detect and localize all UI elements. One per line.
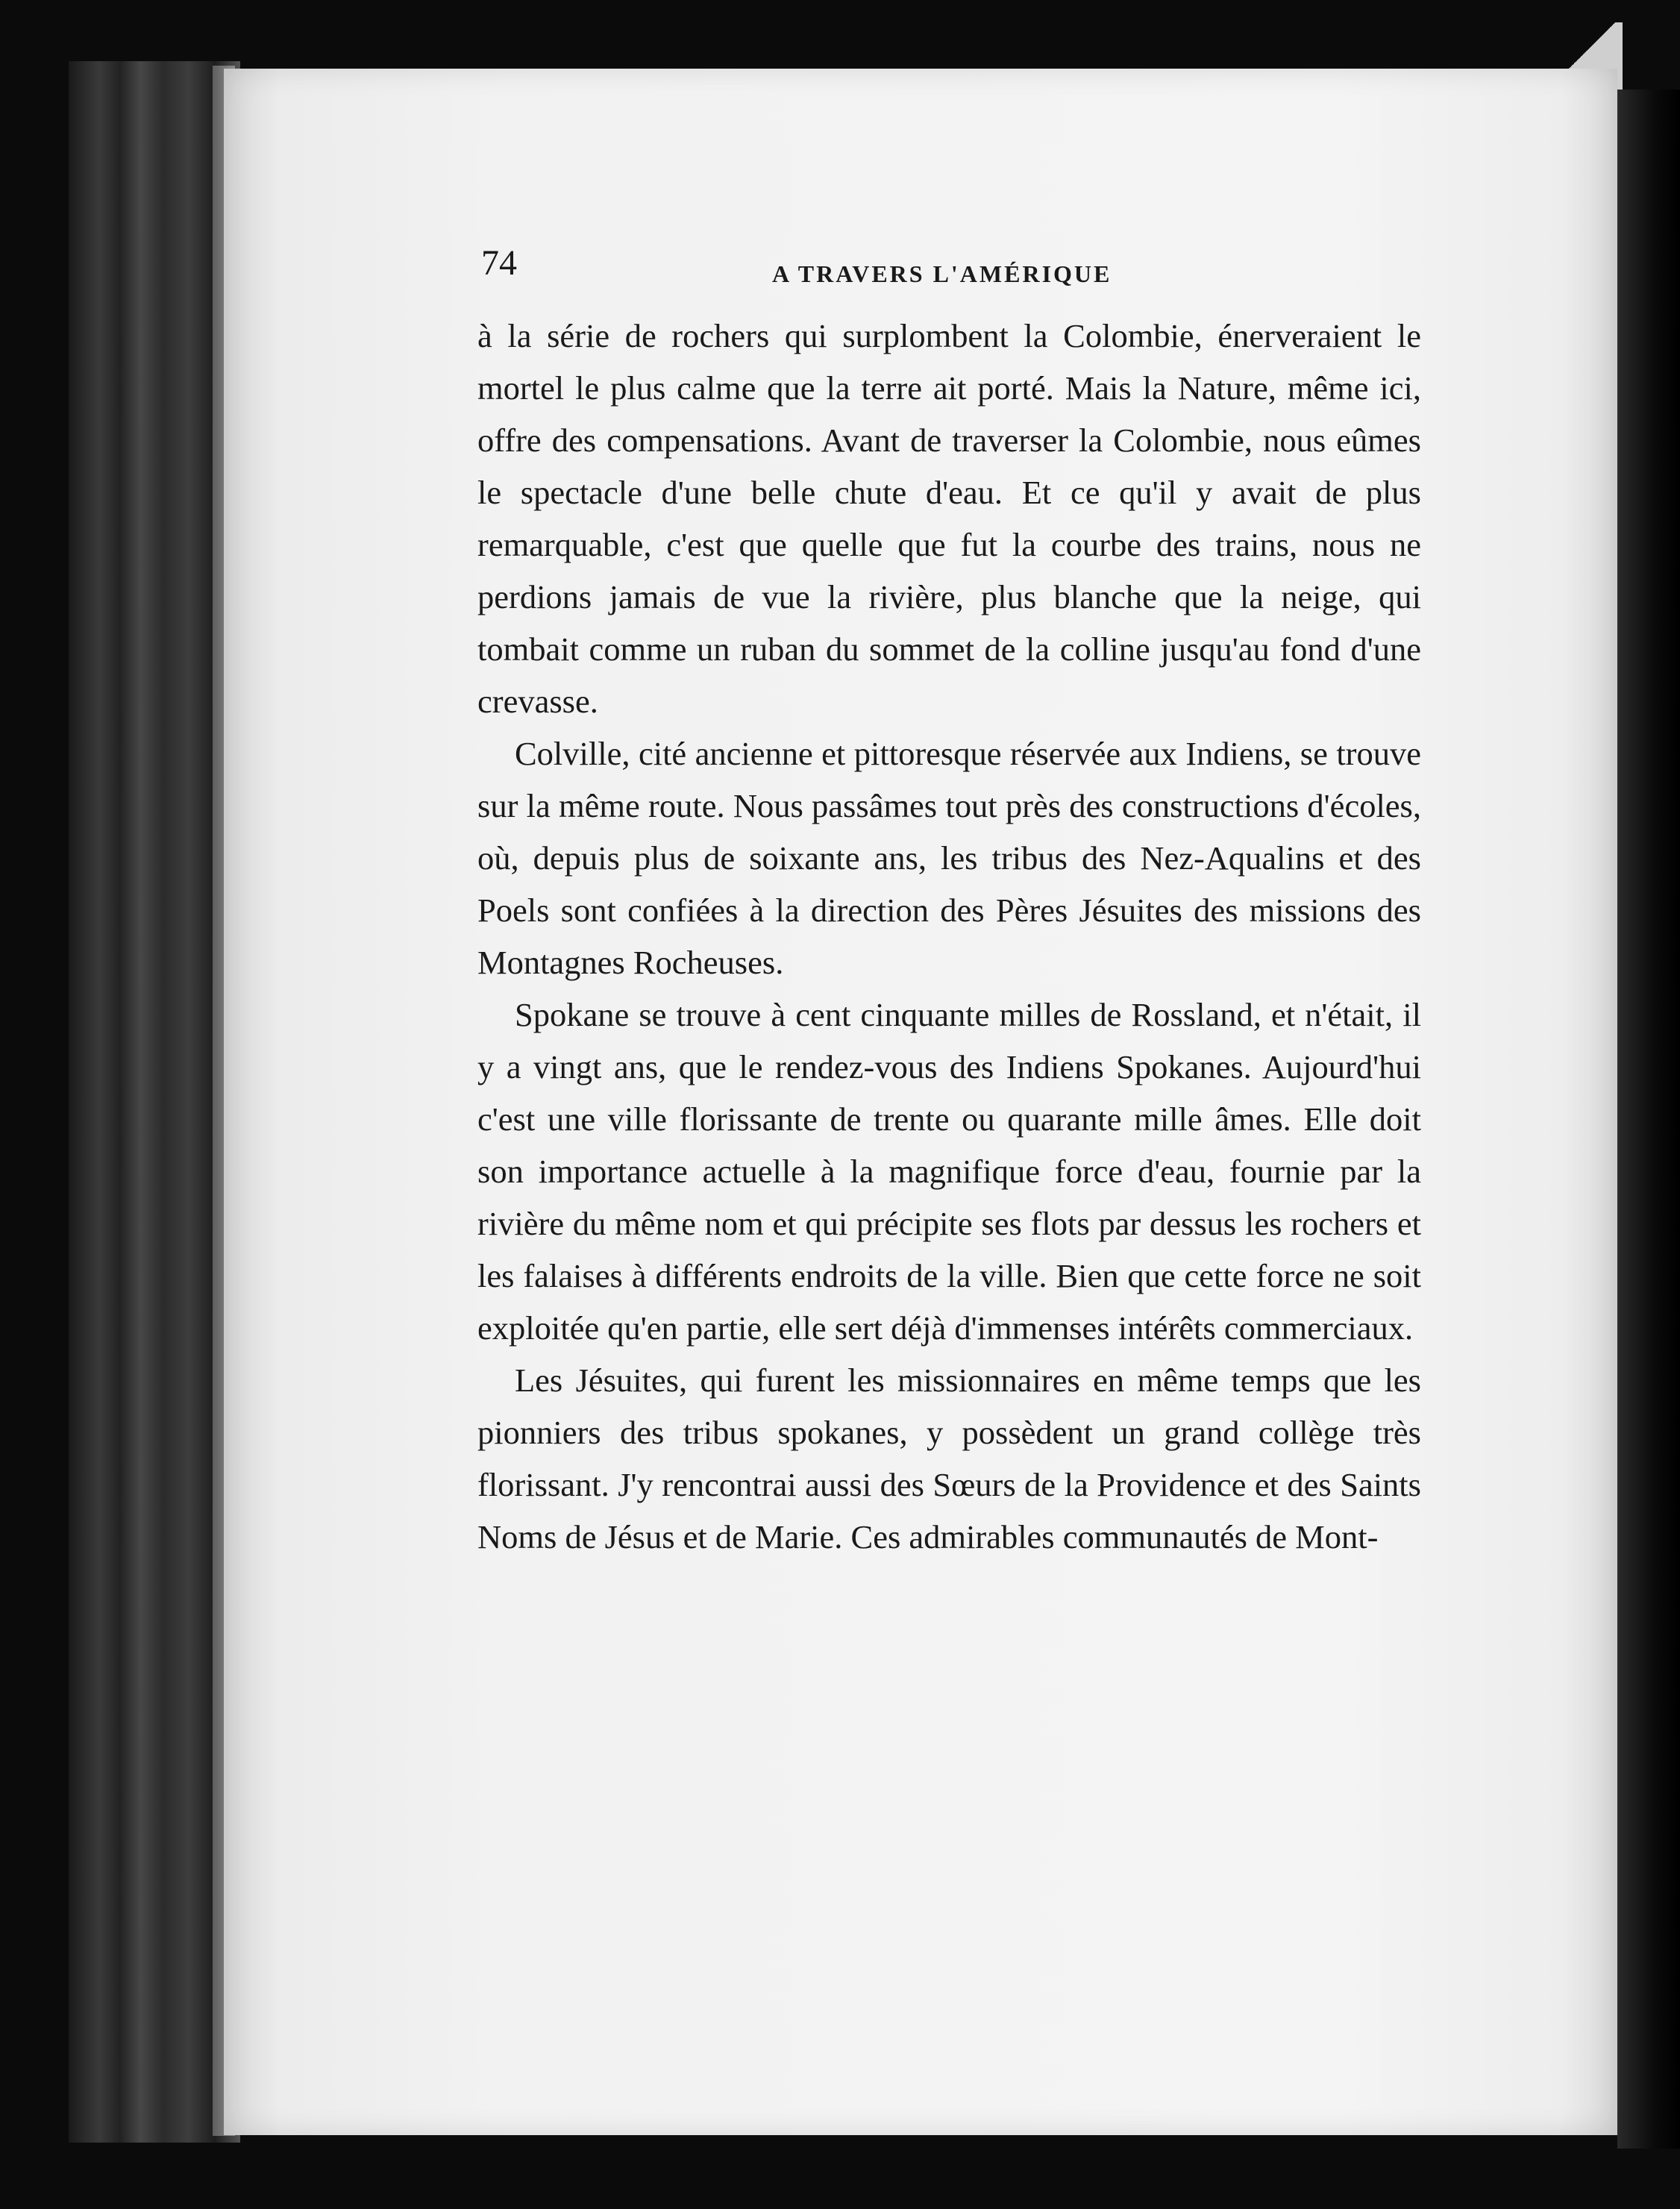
page-number: 74 <box>481 243 517 283</box>
paragraph-1: à la série de rochers qui surplombent la Colombie, énerveraient le mortel le plus calme que la terre ait porté. Mais la Nature, même ici, offre des compensations. Avant de traverser la Colombie, nous eûmes le spectacle d'une belle chute d'eau. Et ce qu'il y avait de plus remarquable, c'est que quelle que fut la courbe des trains, nous ne perdions jamais de vue la rivière, plus blanche que la neige, qui tombait comme un ruban du sommet de la colline jusqu'au fond d'une crevasse. <box>477 317 1421 720</box>
page-header <box>481 242 1421 302</box>
paragraph-4: Les Jésuites, qui furent les missionnaires en même temps que les pionniers des tribus spokanes, y possèdent un grand collège très florissant. J'y rencontrai aussi des Sœurs de la Providence et des Saints Noms de Jésus et de Marie. Ces admirables communautés de Mont- <box>477 1362 1421 1555</box>
body-text <box>477 310 1421 1563</box>
running-head: A TRAVERS L'AMÉRIQUE <box>772 260 1112 287</box>
facing-page-edge <box>1617 90 1680 2149</box>
paragraph-3: Spokane se trouve à cent cinquante milles de Rossland, et n'était, il y a vingt ans, que le rendez-vous des Indiens Spokanes. Aujourd'hui c'est une ville florissante de trente ou quarante mille âmes. Elle doit son importance actuelle à la magnifique force d'eau, fournie par la rivière du même nom et qui précipite ses flots par dessus les rochers et les falaises à différents endroits de la ville. Bien que cette force ne soit exploitée qu'en partie, elle sert déjà d'immenses intérêts commerciaux. <box>477 996 1421 1347</box>
paragraph-2: Colville, cité ancienne et pittoresque réservée aux Indiens, se trouve sur la même route. Nous passâmes tout près des constructions d'écoles, où, depuis plus de soixante ans, les tribus des Nez-Aqualins et des Poels sont confiées à la direction des Pères Jésuites des missions des Montagnes Rocheuses. <box>477 735 1421 981</box>
